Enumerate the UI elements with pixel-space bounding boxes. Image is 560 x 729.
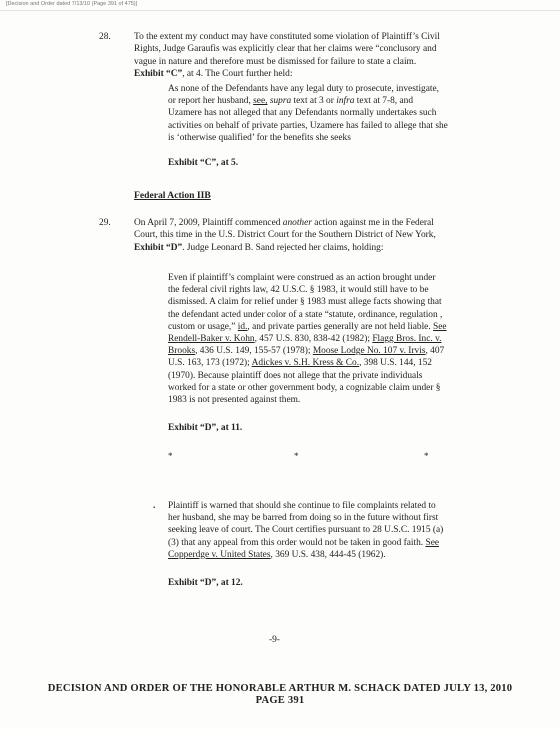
paragraph-29-line bbox=[134, 242, 436, 254]
paragraph-28-line: To the extent my conduct may have constituted some violation of Plaintiff’s Civil bbox=[134, 32, 440, 42]
section-heading-federal-action-iib: Federal Action IIB bbox=[134, 190, 211, 201]
citation-supra: supra bbox=[269, 96, 292, 107]
paragraph-29-text: action against me in the Federal bbox=[311, 218, 434, 228]
citation-signal-see: See bbox=[425, 537, 440, 548]
quote-line bbox=[168, 95, 448, 107]
quote-text: (3) that any appeal from this order would not be taken in good faith. bbox=[168, 537, 426, 548]
quote-text: , 369 U.S. 438, 444-45 (1962). bbox=[270, 549, 386, 560]
quote-text: , 436 U.S. 149, 155-57 (1978); bbox=[195, 346, 313, 357]
case-name: Brooks bbox=[168, 346, 196, 357]
ellipsis-star: * bbox=[168, 451, 173, 461]
exhibit-c-reference: Exhibit “C” bbox=[134, 68, 183, 79]
quote-text: , and private parties generally are not held liable. bbox=[247, 321, 434, 332]
paragraph-29-text: On April 7, 2009, Plaintiff commenced bbox=[134, 218, 283, 228]
paragraph-28-line: vague in nature and therefore must be dismissed for failure to state a claim. bbox=[134, 56, 417, 67]
citation-signal-see: See bbox=[433, 321, 447, 332]
citation-infra: infra bbox=[336, 96, 355, 107]
paragraph-29-text: . Judge Leonard B. Sand rejected her claims, holding: bbox=[182, 242, 384, 253]
quote-text: text at 3 or bbox=[291, 96, 337, 107]
paragraph-29 bbox=[134, 217, 436, 254]
quote-line: activities on behalf of private parties, Uzamere has failed to allege that she bbox=[168, 120, 448, 131]
paragraph-28-text: , at 4. The Court further held: bbox=[182, 68, 293, 79]
quote-line: As none of the Defendants have any legal duty to prosecute, investigate, bbox=[168, 84, 440, 94]
quote-line: seeking leave of court. The Court certifies pursuant to 28 U.S.C. 1915 (a) bbox=[168, 525, 444, 536]
quote-line: 1983 is not presented against them. bbox=[168, 395, 301, 406]
block-quote-2 bbox=[168, 272, 447, 406]
quote-line: (1970). Because plaintiff does not allege that the private individuals bbox=[168, 370, 423, 381]
paragraph-number-29: 29. bbox=[99, 218, 111, 228]
quote-text: , 407 bbox=[425, 346, 445, 357]
quote-line bbox=[168, 345, 447, 357]
page-number: -9- bbox=[269, 635, 280, 645]
paragraph-28 bbox=[134, 31, 440, 80]
quote-text: , 457 U.S. 830, 838-42 (1982); bbox=[254, 334, 373, 345]
quote-text: U.S. 163, 173 (1972); bbox=[168, 358, 252, 369]
exhibit-d-citation-11: Exhibit “D”, at 11. bbox=[168, 423, 243, 433]
exhibit-c-citation: Exhibit “C”, at 5. bbox=[168, 158, 239, 168]
ellipsis-star: * bbox=[294, 451, 299, 461]
case-name: Moose Lodge No. 107 v. Irvis bbox=[312, 346, 426, 357]
quote-line: Uzamere has not alleged that any Defendants normally undertakes such bbox=[168, 108, 437, 119]
block-quote-1 bbox=[168, 83, 448, 144]
case-name: Rendell-Baker v. Kohn bbox=[168, 334, 255, 345]
emphasis-another: another bbox=[282, 218, 312, 228]
citation-signal-see: see, bbox=[253, 96, 268, 107]
quote-line bbox=[168, 321, 447, 333]
citation-id: id. bbox=[237, 321, 248, 332]
scan-header-strip: [Decision and Order dated 7/13/10 (Page 391 of 475)] bbox=[0, 0, 560, 11]
quote-line bbox=[168, 537, 443, 549]
block-quote-3 bbox=[168, 500, 443, 561]
quote-line: the defendant acted under color of a state “statute, ordinance, regulation , bbox=[168, 309, 443, 320]
quote-line: Even if plaintiff’s complaint were construed as an action brought under bbox=[168, 273, 436, 283]
case-name: Flagg Bros. Inc. v. bbox=[372, 334, 442, 345]
footer-title: DECISION AND ORDER OF THE HONORABLE ARTHUR M. SCHACK DATED JULY 13, 2010 bbox=[47, 683, 513, 694]
bullet-mark: . bbox=[153, 501, 156, 511]
quote-line bbox=[168, 333, 447, 345]
quote-line bbox=[168, 549, 443, 561]
quote-line: her husband, she may be barred from doing so in the future without first bbox=[168, 513, 439, 524]
quote-text: custom or usage,” bbox=[168, 321, 238, 332]
quote-line bbox=[168, 357, 447, 369]
exhibit-d-citation-12: Exhibit “D”, at 12. bbox=[168, 578, 243, 588]
quote-line: the federal civil rights law, 42 U.S.C. § 1983, it would still have to be bbox=[168, 285, 429, 296]
quote-text: or report her husband, bbox=[168, 96, 254, 107]
quote-line: worked for a state or other government body, a cognizable claim under § bbox=[168, 382, 441, 393]
quote-text: , 398 U.S. 144, 152 bbox=[359, 358, 432, 369]
ellipsis-star: * bbox=[424, 451, 429, 461]
quote-line: dismissed. A claim for relief under § 1983 must allege facts showing that bbox=[168, 297, 442, 308]
exhibit-d-reference: Exhibit “D” bbox=[134, 242, 183, 253]
paragraph-number-28: 28. bbox=[99, 32, 111, 42]
document-footer bbox=[0, 683, 560, 707]
quote-text: text at 7-8, and bbox=[354, 96, 414, 107]
paragraph-28-line: Rights, Judge Garaufis was explicitly clear that her claims were “conclusory and bbox=[134, 44, 437, 55]
paragraph-29-line bbox=[134, 217, 436, 229]
paragraph-28-line bbox=[134, 68, 440, 80]
case-name: Adickes v. S.H. Kress & Co. bbox=[251, 358, 360, 369]
paragraph-29-line: Court, this time in the U.S. District Court for the Southern District of New York, bbox=[134, 230, 436, 241]
footer-page: PAGE 391 bbox=[255, 695, 305, 706]
quote-line: is ‘otherwise qualified’ for the benefits she seeks bbox=[168, 132, 351, 143]
quote-line: Plaintiff is warned that should she continue to file complaints related to bbox=[168, 501, 436, 511]
case-name: Copperdge v. United States bbox=[168, 549, 271, 560]
